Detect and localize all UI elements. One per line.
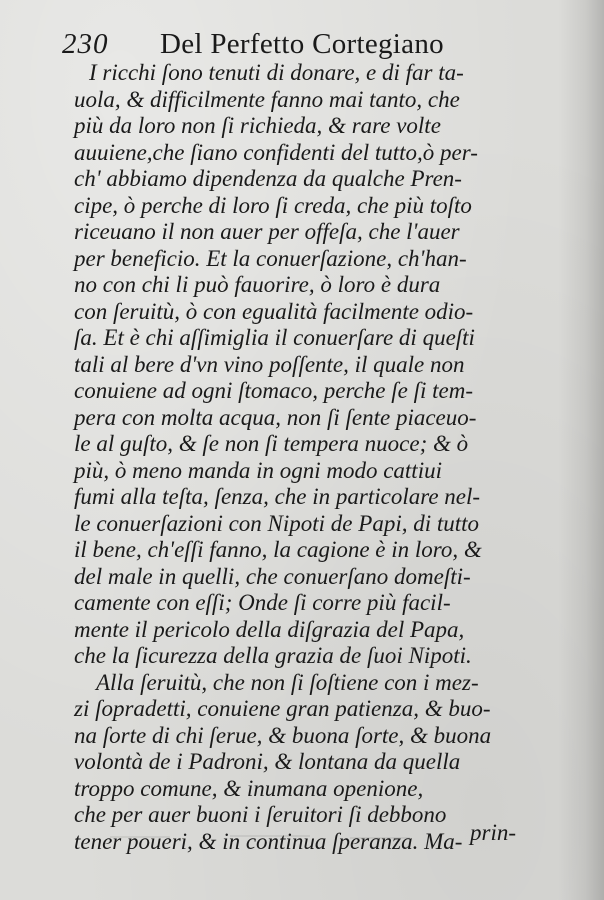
text-line: tener poueri, & in continua ſperanza. Ma- xyxy=(74,828,463,854)
text-line: zi ſopradetti, conuiene gran patienza, & buo- xyxy=(74,696,491,721)
text-line: cipe, ò perche di loro ſi creda, che più toſto xyxy=(74,192,472,218)
text-line: Alla ſeruitù, che non ſi ſoſtiene con i mez- xyxy=(96,669,479,695)
text-line: ch' abbiamo dipendenza da qualche Pren- xyxy=(74,166,462,191)
text-line: troppo comune, & inumana openione, xyxy=(74,775,424,801)
text-line: auuiene,che ſiano confidenti del tutto,ò per- xyxy=(74,139,478,165)
text-line: conuiene ad ogni ſtomaco, perche ſe ſi tem- xyxy=(74,378,473,403)
page-header xyxy=(62,28,562,64)
text-line: riceuano il non auer per offeſa, che l'auer xyxy=(74,219,460,244)
text-line: per beneficio. Et la conuerſazione, ch'han- xyxy=(74,245,467,271)
text-line: che la ſicurezza della grazia de ſuoi Nipoti. xyxy=(74,643,472,668)
text-line: più da loro non ſi richieda, & rare volte xyxy=(74,113,441,138)
text-line: camente con eſſi; Onde ſi corre più facil- xyxy=(74,590,451,615)
text-line: tali al bere d'vn vino poſſente, il quale non xyxy=(74,351,465,377)
page-number: 230 xyxy=(62,28,109,60)
text-line: volontà de i Padroni, & lontana da quella xyxy=(74,749,461,774)
body-text xyxy=(74,60,573,855)
text-line: del male in quelli, che conuerſano domeſti- xyxy=(74,563,471,589)
text-line: il bene, ch'eſſi fanno, la cagione è in loro, & xyxy=(74,537,482,562)
text-line: le conuerſazioni con Nipoti de Papi, di tutto xyxy=(74,510,480,536)
text-line: con ſeruitù, ò con egualità facilmente odio- xyxy=(74,298,474,324)
text-line: pera con molta acqua, non ſi ſente piaceuo- xyxy=(74,404,477,430)
text-line: le al guſto, & ſe non ſi tempera nuoce; & ò xyxy=(74,431,469,456)
text-line: fumi alla teſta, ſenza, che in particolare nel- xyxy=(74,484,481,509)
running-head: Del Perfetto Cortegiano xyxy=(160,28,444,60)
text-line: mente il pericolo della diſgrazia del Papa, xyxy=(74,616,465,642)
catchword: prin- xyxy=(470,820,516,845)
text-line: uola, & difficilmente fanno mai tanto, che xyxy=(74,86,460,112)
text-line: che per auer buoni i ſeruitori ſi debbono xyxy=(74,802,447,827)
text-line: no con chi li può fauorire, ò loro è dura xyxy=(74,272,441,297)
text-line: na ſorte di chi ſerue, & buona ſorte, & buona xyxy=(74,722,492,748)
text-line: I ricchi ſono tenuti di donare, e di far ta- xyxy=(89,60,464,85)
show-through-marks xyxy=(110,832,410,842)
text-line: ſa. Et è chi aſſimiglia il conuerſare di queſti xyxy=(74,325,475,350)
text-line: più, ò meno manda in ogni modo cattiui xyxy=(74,457,442,483)
